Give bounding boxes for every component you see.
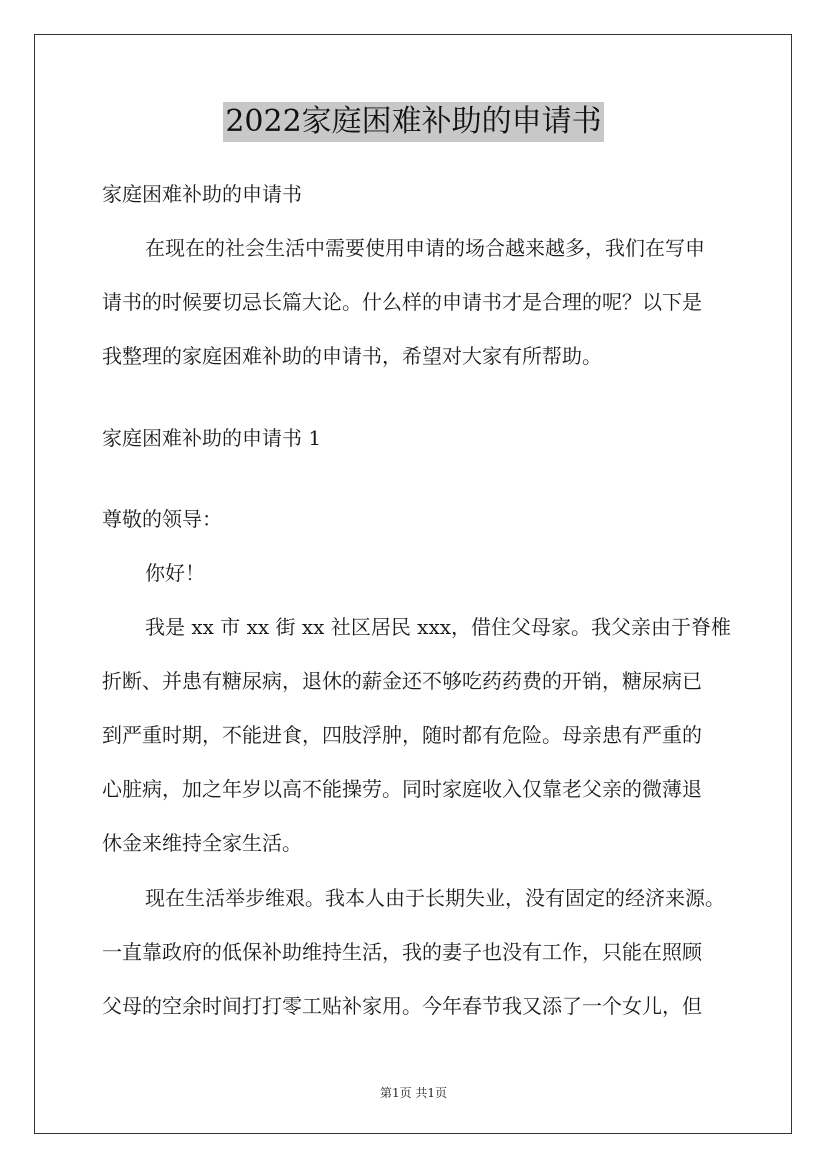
section-heading: 家庭困难补助的申请书 1	[102, 426, 322, 450]
section-heading: 家庭困难补助的申请书	[102, 182, 302, 206]
paragraph-line: 到严重时期，不能进食，四肢浮肿，随时都有危险。母亲患有严重的	[102, 723, 702, 747]
paragraph-line: 心脏病，加之年岁以高不能操劳。同时家庭收入仅靠老父亲的微薄退	[102, 777, 702, 801]
salutation: 尊敬的领导：	[102, 507, 222, 531]
paragraph-line: 我是 xx 市 xx 街 xx 社区居民 xxx，借住父母家。我父亲由于脊椎	[145, 615, 732, 639]
paragraph-line: 父母的空余时间打打零工贴补家用。今年春节我又添了一个女儿，但	[102, 994, 702, 1018]
greeting: 你好！	[145, 561, 205, 585]
title-container	[0, 102, 827, 142]
paragraph-line: 在现在的社会生活中需要使用申请的场合越来越多，我们在写申	[145, 236, 705, 260]
paragraph-line: 折断、并患有糖尿病，退休的薪金还不够吃药药费的开销，糖尿病已	[102, 669, 702, 693]
page-footer: 第1页 共1页	[379, 1086, 448, 1100]
paragraph-line: 请书的时候要切忌长篇大论。什么样的申请书才是合理的呢？以下是	[102, 290, 702, 314]
paragraph-line: 我整理的家庭困难补助的申请书，希望对大家有所帮助。	[102, 344, 602, 368]
paragraph-line: 一直靠政府的低保补助维持生活，我的妻子也没有工作，只能在照顾	[102, 940, 702, 964]
paragraph-line: 现在生活举步维艰。我本人由于长期失业，没有固定的经济来源。	[145, 886, 725, 910]
paragraph-line: 休金来维持全家生活。	[102, 831, 302, 855]
document-title: 2022家庭困难补助的申请书	[223, 102, 603, 142]
